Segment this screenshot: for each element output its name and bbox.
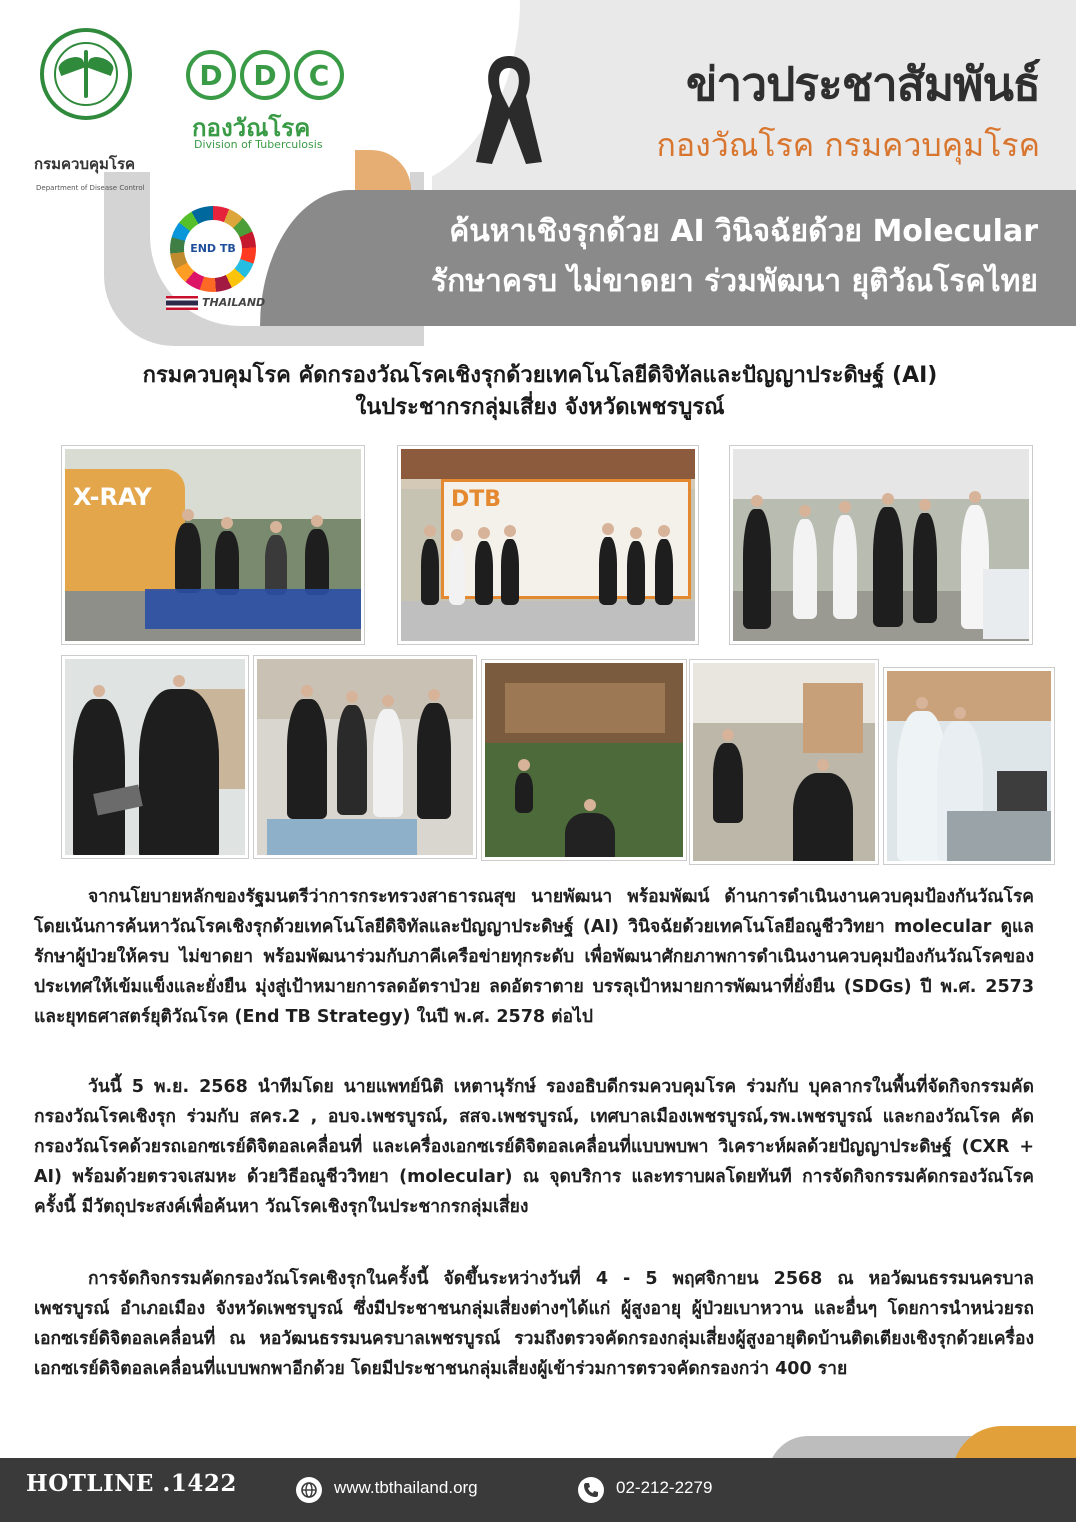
globe-icon <box>296 1477 322 1503</box>
phone-icon <box>578 1477 604 1503</box>
photo-tablet-review <box>62 656 248 858</box>
thailand-label: THAILAND <box>202 296 266 309</box>
photo-dtb-text: DTB <box>451 487 502 512</box>
page-subtitle: กองวัณโรค กรมควบคุมโรค <box>656 126 1040 164</box>
hotline-label: HOTLINE .1422 <box>26 1470 237 1497</box>
thai-flag-icon <box>166 296 198 310</box>
body-paragraph-2: วันนี้ 5 พ.ย. 2568 นำทีมโดย นายแพทย์นิติ เหตานุรักษ์ รองอธิบดีกรมควบคุมโรค ร่วมกับ บุคลากรในพื้นที่จัดกิจกรรมคัดกรองวัณโรคเชิงรุก ร่วมกับ สคร.2 , อบจ.เพชรบูรณ์, สสจ.เพชรบูรณ์, เทศบาลเมืองเพชรบูรณ์,รพ.เพชรบูรณ์ และกองวัณโรค คัดกรองวัณโรคด้วยรถเอกซเรย์ดิจิตอลเคลื่อนที่ และเครื่องเอกซเรย์ดิจิตอลเคลื่อนที่แบบพบพา วิเคราะห์ผลด้วยปัญญาประดิษฐ์ (CXR + AI) พร้อมด้วยตรวจเสมหะ ด้วยวิธีอณูชีววิทยา (molecular) ณ จุดบริการ และทราบผลโดยทันที การจัดกิจกรรมคัดกรองวัณโรคครั้งนี้ มีวัตถุประสงค์เพื่อค้นหา วัณโรคเชิงรุกในประชากรกลุ่มเสี่ยง <box>34 1077 1034 1217</box>
photo-officials-tent <box>730 446 1032 644</box>
photo-xray-bus <box>62 446 364 644</box>
phone-number[interactable]: 02-212-2279 <box>616 1478 713 1497</box>
photo-lab-molecular <box>884 668 1054 864</box>
endtb-label: END TB <box>184 220 242 278</box>
moph-name-en: Department of Disease Control <box>36 184 145 192</box>
body-paragraph-3: การจัดกิจกรรมคัดกรองวัณโรคเชิงรุกในครั้งนี้ จัดขึ้นระหว่างวันที่ 4 - 5 พฤศจิกายน 2568 ณ หอวัฒนธรรมนครบาลเพชรบูรณ์ อำเภอเมือง จังหวัดเพชรบูรณ์ ซึ่งมีประชาชนกลุ่มเสี่ยงต่างๆได้แก่ ผู้สูงอายุ ผู้ป่วยเบาหวาน และอื่นๆ โดยการนำหน่วยรถเอกซเรย์ดิจิตอลเคลื่อนที่ ณ หอวัฒนธรรมนครบาลเพชรบูรณ์ รวมถึงตรวจคัดกรองกลุ่มเสี่ยงผู้สูงอายุติดบ้านติดเตียงเชิงรุกด้วยเครื่องเอกซเรย์ดิจิตอลเคลื่อนที่แบบพกพาอีกด้วย โดยมีประชาชนกลุ่มเสี่ยงผู้เข้าร่วมการตรวจคัดกรองกว่า 400 ราย <box>34 1269 1034 1379</box>
website-link[interactable]: www.tbthailand.org <box>334 1478 478 1497</box>
campaign-line-1: ค้นหาเชิงรุกด้วย AI วินิจฉัยด้วย Molecular <box>449 214 1038 249</box>
ddc-letter: D <box>240 50 290 100</box>
headline-line-1: กรมควบคุมโรค คัดกรองวัณโรคเชิงรุกด้วยเทคโนโลยีดิจิทัลและปัญญาประดิษฐ์ (AI) <box>142 363 938 388</box>
photo-group-bus <box>398 446 698 644</box>
photo-xray-text: X-RAY <box>73 483 152 511</box>
ddc-logo <box>186 50 344 100</box>
body-paragraph-1: จากนโยบายหลักของรัฐมนตรีว่าการกระทรวงสาธารณสุข นายพัฒนา พร้อมพัฒน์ ด้านการดำเนินงานควบคุมป้องกันวัณโรค โดยเน้นการค้นหาวัณโรคเชิงรุกด้วยเทคโนโลยีดิจิทัลและปัญญาประดิษฐ์ (AI) วินิจฉัยด้วยเทคโนโลยีอณูชีววิทยา molecular ดูแลรักษาผู้ป่วยให้ครบ ไม่ขาดยา พร้อมพัฒนาร่วมกับภาคีเครือข่ายทุกระดับ เพื่อพัฒนาศักยภาพการดำเนินงานควบคุมป้องกันวัณโรคของประเทศให้เข้มแข็งและยั่งยืน มุ่งสู่เป้าหมายการลดอัตราป่วย ลดอัตราตาย บรรลุเป้าหมายการพัฒนาที่ยั่งยืน (SDGs) ปี พ.ศ. 2573 และยุทธศาสตร์ยุติวัณโรค (End TB Strategy) ในปี พ.ศ. 2578 ต่อไป <box>34 887 1034 1027</box>
page-title: ข่าวประชาสัมพันธ์ <box>685 57 1040 111</box>
mourning-ribbon-icon <box>474 52 544 168</box>
ddc-letter: D <box>186 50 236 100</box>
photo-bedside-visit <box>254 656 476 858</box>
photo-house-visit <box>482 660 686 860</box>
ddc-name-th: กองวัณโรค <box>192 114 311 142</box>
campaign-line-2: รักษาครบ ไม่ขาดยา ร่วมพัฒนา ยุติวัณโรคไทย <box>430 264 1038 299</box>
photo-indoor-screening <box>690 660 878 864</box>
endtb-logo <box>170 206 256 292</box>
ddc-name-en: Division of Tuberculosis <box>194 138 323 151</box>
moph-logo <box>40 28 132 120</box>
headline-line-2: ในประชากรกลุ่มเสี่ยง จังหวัดเพชรบูรณ์ <box>355 394 725 420</box>
news-headline <box>40 360 1040 424</box>
ddc-letter: C <box>294 50 344 100</box>
moph-name: กรมควบคุมโรค <box>34 155 136 173</box>
